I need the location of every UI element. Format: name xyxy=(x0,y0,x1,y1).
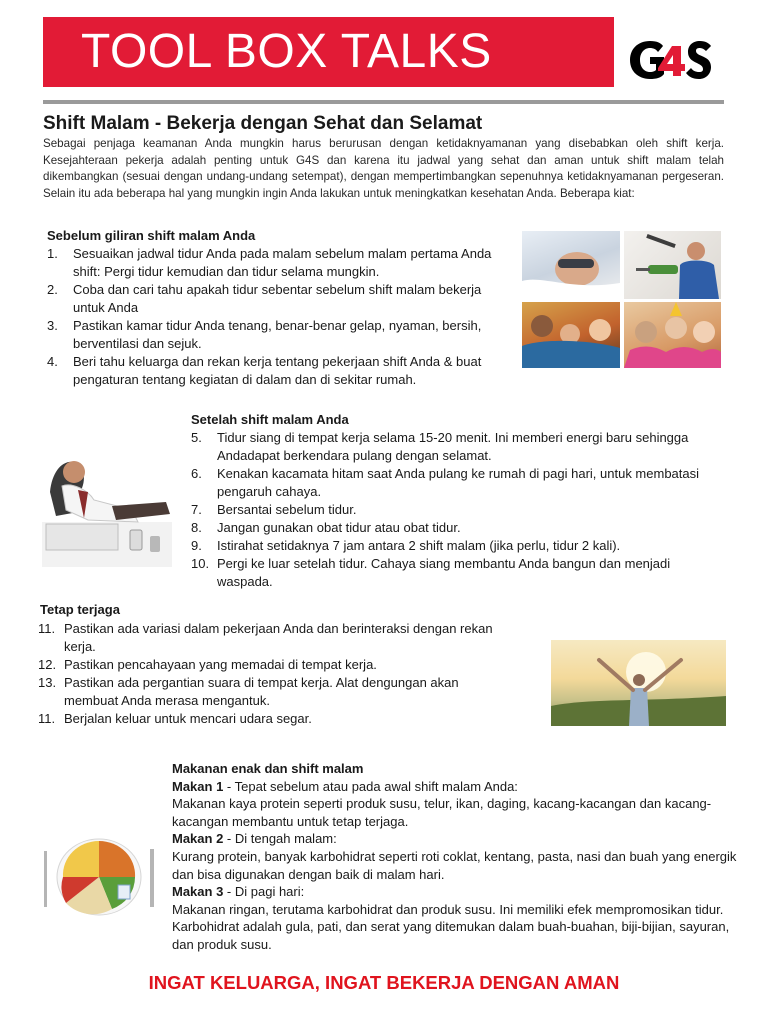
list-item: 6. Kenakan kacamata hitam saat Anda pulang ke rumah di pagi hari, untuk membatasi pengaruh cahaya. xyxy=(191,466,700,499)
meal-2-line: Makan 2 - Di tengah malam: xyxy=(172,831,337,847)
list-item: 12. Pastikan pencahayaan yang memadai di tempat kerja. xyxy=(38,657,377,672)
meal-3-line: Makan 3 - Di pagi hari: xyxy=(172,884,305,900)
list-item: 4. Beri tahu keluarga dan rekan kerja tentang pekerjaan shift Anda & buat pengaturan tentang kegiatan di dalam dan di sekitar rumah. xyxy=(47,354,482,387)
drilling-worker-photo xyxy=(624,231,721,299)
meal-1-label: Makan 1 xyxy=(172,778,224,794)
list-item: 3. Pastikan kamar tidur Anda tenang, benar-benar gelap, nyaman, bersih, berventilasi dan sejuk. xyxy=(47,318,482,351)
list-item: 8. Jangan gunakan obat tidur atau obat tidur. xyxy=(191,520,461,535)
meal-3-label: Makan 3 xyxy=(172,884,224,900)
banner-word-toolbox: TOOL BOX xyxy=(81,25,328,78)
meal-1-line: Makan 1 - Tepat sebelum atau pada awal shift malam Anda: xyxy=(172,778,518,794)
list-item: 11. Berjalan keluar untuk mencari udara segar. xyxy=(38,711,312,726)
list-item: 13. Pastikan ada pergantian suara di tempat kerja. Alat dengungan akan membuat Anda merasa mengantuk. xyxy=(38,675,459,708)
intro-paragraph: Sebagai penjaga keamanan Anda mungkin harus berurusan dengan ketidaknyamanan yang disebabkan oleh shift kerja. Kesejahteraan pekerja adalah penting untuk G4S dan karena itu jadwal yang sehat dan aman untuk shift malam telah dikembangkan (sesuai dengan undang-undang setempat), dengan mempertimbangkan sepenuhnya ketidaknyamanan pergeseran. Selain itu ada beberapa hal yang mungkin ingin Anda lakukan untuk meningkatkan kesehatan Anda. Beberapa kiat: xyxy=(43,137,724,200)
footer-slogan: INGAT KELUARGA, INGAT BEKERJA DENGAN AMAN xyxy=(148,972,620,993)
stay-awake-list xyxy=(38,620,508,728)
list-item: 10. Pergi ke luar setelah tidur. Cahaya siang membantu Anda bangun dan menjadi waspada. xyxy=(191,556,671,589)
list-item: 7. Bersantai sebelum tidur. xyxy=(191,502,357,517)
list-item: 11. Pastikan ada variasi dalam pekerjaan Anda dan berinteraksi dengan rekan kerja. xyxy=(38,621,493,654)
list-item: 9. Istirahat setidaknya 7 jam antara 2 shift malam (jika perlu, tidur 2 kali). xyxy=(191,538,621,553)
food-plate-photo xyxy=(42,833,157,918)
stay-awake-heading: Tetap terjaga xyxy=(40,602,120,617)
meal-1-desc: Makanan kaya protein seperti produk susu, telur, ikan, daging, kacang-kacangan dan kacang-kacangan membantu untuk tetap terjaga. xyxy=(172,796,712,829)
banner-word-talks: TALKS xyxy=(340,25,492,78)
header-divider xyxy=(43,100,724,104)
sleeping-man-photo xyxy=(522,231,620,299)
family-gaming-photo xyxy=(522,302,620,368)
sunrise-woman-photo xyxy=(551,640,726,726)
meal-3-desc: Makanan ringan, terutama karbohidrat dan produk susu. Ini memiliki efek mempromosikan tidur. Karbohidrat adalah gula, pati, dan serat yang ditemukan dalam buah-buahan, biji-bijian, sayuran, dan produk susu. xyxy=(172,901,730,952)
list-item: 1. Sesuaikan jadwal tidur Anda pada malam sebelum malam pertama Anda shift: Pergi tidur kemudian dan tidur selama mungkin. xyxy=(47,246,492,279)
page-title: Shift Malam - Bekerja dengan Sehat dan Selamat xyxy=(43,113,483,134)
food-heading: Makanan enak dan shift malam xyxy=(172,761,364,776)
before-shift-heading: Sebelum giliran shift malam Anda xyxy=(47,228,256,243)
food-section xyxy=(172,760,742,954)
after-shift-heading: Setelah shift malam Anda xyxy=(191,412,349,427)
party-elderly-photo xyxy=(624,302,721,368)
list-item: 2. Coba dan cari tahu apakah tidur sebentar sebelum shift malam bekerja untuk Anda xyxy=(47,282,482,315)
banner-title xyxy=(81,24,492,80)
g4s-logo xyxy=(628,38,712,82)
meal-2-desc: Kurang protein, banyak karbohidrat seperti roti coklat, kentang, pasta, nasi dan buah yang energik dan bisa digunakan dengan baik di malam hari. xyxy=(172,848,737,882)
header-banner xyxy=(43,17,614,87)
after-shift-list xyxy=(191,429,711,591)
meal-2-label: Makan 2 xyxy=(172,831,224,847)
list-item: 5. Tidur siang di tempat kerja selama 15-20 menit. Ini memberi energi baru sehingga Andadapat berkendara pulang dengan selamat. xyxy=(191,430,689,463)
before-shift-list xyxy=(47,245,502,389)
office-napping-photo xyxy=(42,452,172,567)
